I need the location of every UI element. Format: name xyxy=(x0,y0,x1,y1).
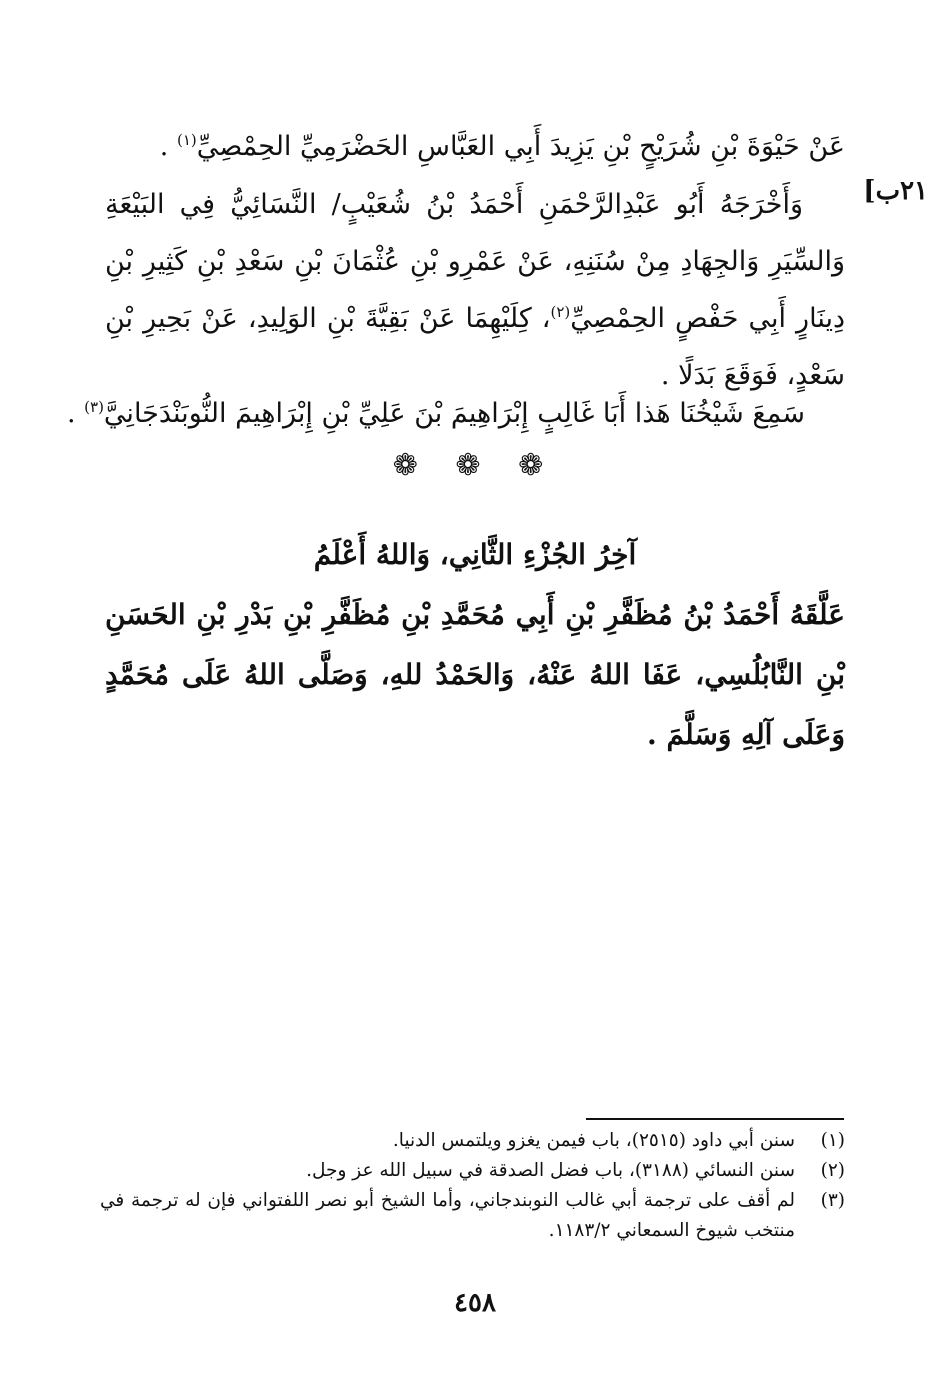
footnote-2 xyxy=(100,1156,845,1186)
paragraph-3-tail: . xyxy=(66,398,85,429)
footnotes xyxy=(100,1126,845,1246)
paragraph-3 xyxy=(65,385,845,443)
paragraph-2 xyxy=(105,176,845,404)
footnote-3 xyxy=(100,1186,845,1246)
footnote-ref-1: (١) xyxy=(176,131,197,149)
footnote-text: سنن أبي داود (٢٥١٥)، باب فيمن يغزو ويلتمس الدنيا. xyxy=(392,1130,795,1151)
footnote-ref-3: (٣) xyxy=(84,398,104,416)
colophon-title: آخِرُ الجُزْءِ الثَّانِي، وَاللهُ أَعْلَمُ xyxy=(313,538,637,571)
footnote-number: (١) xyxy=(820,1130,845,1151)
footnote-1 xyxy=(100,1126,845,1156)
colophon-body: عَلَّقَهُ أَحْمَدُ بْنُ مُظَفَّرِ بْنِ أَبِي مُحَمَّدِ بْنِ مُظَفَّرِ بْنِ بَدْرِ بْنِ الحَسَنِ بْنِ النَّابُلُسِي، عَفَا اللهُ عَنْهُ، وَالحَمْدُ للهِ، وَصَلَّى اللهُ عَلَى مُحَمَّدٍ وَعَلَى آلِهِ وَسَلَّمَ . xyxy=(105,598,845,751)
paragraph-1 xyxy=(105,118,845,176)
footnote-number: (٢) xyxy=(820,1160,845,1181)
section-divider-ornaments: ❁ ❁ ❁ xyxy=(392,448,558,483)
paragraph-2-text-b: ، كِلَيْهِمَا عَنْ بَقِيَّةَ بْنِ الوَلِيدِ، عَنْ بَحِيرِ بْنِ سَعْدٍ، فَوَقَعَ بَدَلًا . xyxy=(105,303,845,391)
footnote-separator-rule xyxy=(586,1118,844,1120)
footnote-text: سنن النسائي (٣١٨٨)، باب فضل الصدقة في سبيل الله عز وجل. xyxy=(306,1160,795,1181)
paragraph-1-tail: . xyxy=(159,131,177,162)
manuscript-folio-marker: ٢١ب] xyxy=(863,176,928,206)
paragraph-2-text-a: وَأَخْرَجَهُ أَبُو عَبْدِالرَّحْمَنِ أَحْمَدُ بْنُ شُعَيْبٍ/ النَّسَائِيُّ فِي البَيْعَةِ وَالسِّيَرِ وَالجِهَادِ مِنْ سُنَنِهِ، عَنْ عَمْرِو بْنِ عُثْمَانَ بْنِ سَعْدِ بْنِ كَثِيرِ بْنِ دِينَارٍ أَبِي حَفْصٍ الحِمْصِيِّ xyxy=(105,189,845,334)
page-number: ٤٥٨ xyxy=(454,1288,496,1318)
paragraph-1-text: عَنْ حَيْوَةَ بْنِ شُرَيْحٍ بْنِ يَزِيدَ أَبِي العَبَّاسِ الحَضْرَمِيِّ الحِمْصِيِّ xyxy=(196,131,845,162)
footnote-number: (٣) xyxy=(820,1190,845,1211)
footnote-ref-2: (٢) xyxy=(550,303,571,321)
paragraph-3-text: سَمِعَ شَيْخُنَا هَذا أَبَا غَالِبٍ إِبْرَاهِيمَ بْنَ عَلِيِّ بْنِ إِبْرَاهِيمَ النُّوبَنْدَجَانِيَّ xyxy=(103,398,805,429)
footnote-text: لم أقف على ترجمة أبي غالب النوبندجاني، وأما الشيخ أبو نصر اللفتواني فإن له ترجمة في منتخب شيوخ السمعاني ١١٨٣/٢. xyxy=(100,1190,795,1241)
